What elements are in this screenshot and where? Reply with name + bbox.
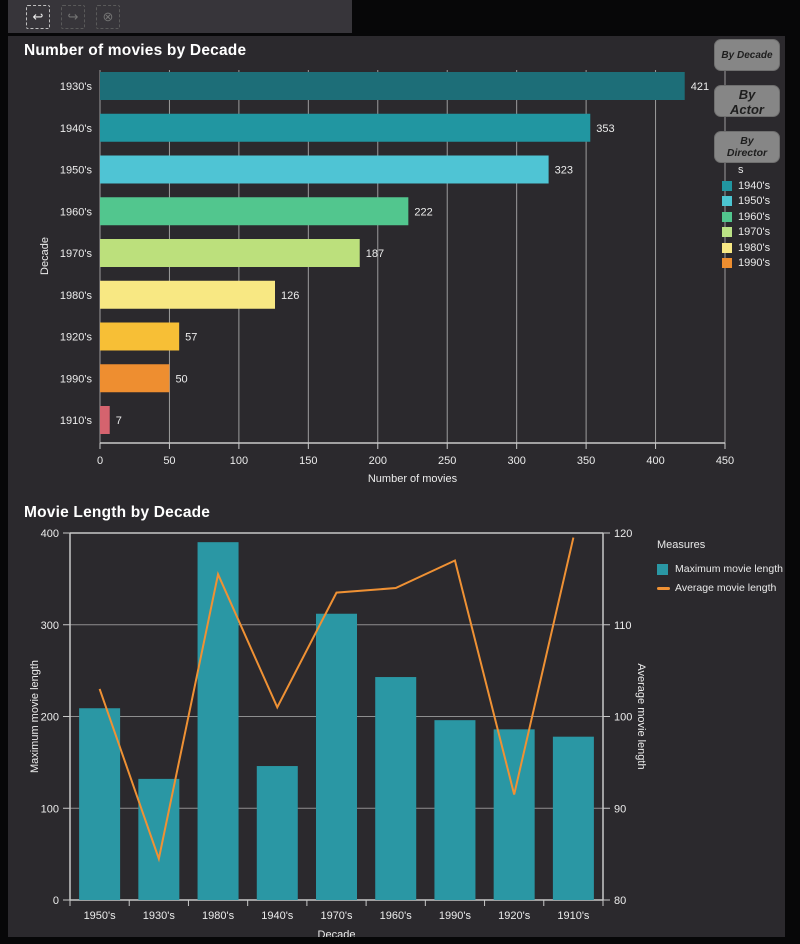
- undo-icon: ↩: [32, 8, 44, 24]
- x-tick-label: 350: [576, 455, 596, 467]
- value-label: 353: [596, 122, 615, 135]
- category-label: 1970's: [320, 910, 353, 922]
- by-decade-button[interactable]: By Decade: [714, 39, 780, 71]
- legend-item[interactable]: [722, 180, 784, 193]
- left-axis-title: Maximum movie length: [29, 659, 41, 774]
- chart2-title: Movie Length by Decade: [24, 504, 211, 521]
- x-tick-label: 450: [715, 455, 735, 467]
- bar-1980's[interactable]: [198, 542, 239, 900]
- x-tick-label: 150: [299, 455, 318, 467]
- right-tick-label: 120: [614, 528, 633, 540]
- legend-item[interactable]: [722, 226, 784, 239]
- category-label: 1980's: [202, 910, 235, 922]
- category-label: 1920's: [498, 910, 531, 922]
- bar-1940's[interactable]: [100, 114, 590, 142]
- value-label: 50: [175, 373, 188, 386]
- value-label: 323: [554, 164, 573, 177]
- category-label: 1970's: [59, 248, 92, 260]
- value-label: 7: [115, 415, 122, 427]
- movies-by-decade-chart: [8, 36, 785, 496]
- category-label: 1950's: [59, 164, 92, 177]
- clear-button[interactable]: [96, 5, 120, 29]
- right-tick-label: 110: [614, 619, 632, 632]
- x-axis-title: Decade: [317, 929, 356, 937]
- bar-1910's[interactable]: [553, 737, 594, 900]
- category-label: 1910's: [59, 415, 92, 427]
- left-tick-label: 300: [40, 619, 59, 632]
- category-label: 1980's: [59, 289, 92, 302]
- legend-swatch: [722, 212, 732, 222]
- redo-icon: ↪: [67, 8, 79, 24]
- bar-1920's[interactable]: [494, 729, 535, 900]
- chart1-title: Number of movies by Decade: [24, 42, 247, 59]
- category-label: 1990's: [438, 910, 471, 922]
- y-axis-title: Decade: [39, 237, 51, 275]
- value-label: 187: [365, 248, 385, 260]
- legend-swatch: [722, 243, 732, 253]
- x-tick-label: 250: [438, 455, 457, 467]
- by-director-button[interactable]: By Director: [714, 131, 780, 163]
- x-tick-label: 200: [368, 455, 387, 467]
- category-label: 1950's: [83, 910, 116, 922]
- left-tick-label: 100: [40, 803, 59, 816]
- redo-button[interactable]: [61, 5, 85, 29]
- category-label: 1990's: [59, 373, 92, 386]
- legend-label: 1960's: [738, 210, 771, 223]
- category-label: 1920's: [59, 331, 92, 344]
- legend-item[interactable]: [722, 242, 784, 255]
- legend-item[interactable]: [657, 563, 783, 575]
- x-tick-label: 50: [163, 455, 176, 467]
- legend-swatch: [722, 181, 732, 191]
- bar-1960's[interactable]: [375, 677, 416, 900]
- toolbar: [8, 0, 352, 33]
- bar-1950's[interactable]: [100, 156, 549, 184]
- bar-1930's[interactable]: [138, 779, 179, 900]
- bar-1970's[interactable]: [100, 239, 360, 267]
- left-tick-label: 200: [40, 711, 59, 724]
- value-label: 421: [690, 81, 710, 93]
- bar-1970's[interactable]: [316, 614, 357, 900]
- legend-label: 1990's: [738, 257, 771, 269]
- legend-label: Maximum movie length: [675, 563, 783, 575]
- legend-item[interactable]: [722, 211, 784, 224]
- legend-item[interactable]: [722, 195, 784, 208]
- legend-swatch: [722, 196, 732, 206]
- x-tick-label: 100: [229, 455, 249, 467]
- right-axis-title: Average movie length: [635, 663, 647, 770]
- legend-label: 1980's: [738, 241, 771, 254]
- legend-label: 1950's: [738, 195, 771, 207]
- left-tick-label: 400: [40, 528, 59, 540]
- legend-label: Average movie length: [675, 582, 777, 594]
- value-label: 126: [281, 289, 300, 302]
- legend-swatch: [722, 258, 732, 268]
- x-axis-title: Number of movies: [367, 473, 458, 485]
- bar-1910's[interactable]: [100, 406, 110, 434]
- decade-legend: [722, 164, 784, 273]
- bar-1990's[interactable]: [434, 720, 475, 900]
- legend-clipped-item: s: [738, 164, 744, 176]
- bar-1950's[interactable]: [79, 708, 120, 900]
- dashboard-panel: [8, 36, 785, 937]
- measures-legend: [657, 539, 783, 601]
- legend-swatch: [657, 564, 668, 575]
- legend-swatch: [722, 227, 732, 237]
- right-tick-label: 80: [614, 895, 627, 907]
- bar-1980's[interactable]: [100, 281, 275, 309]
- right-tick-label: 90: [614, 803, 627, 816]
- bar-1990's[interactable]: [100, 364, 169, 392]
- legend-label: 1970's: [738, 226, 771, 238]
- x-tick-label: 0: [96, 455, 104, 467]
- legend-item[interactable]: [722, 257, 784, 270]
- right-tick-label: 100: [614, 711, 633, 724]
- legend-label: 1940's: [738, 179, 771, 192]
- category-label: 1960's: [59, 206, 92, 219]
- bar-1920's[interactable]: [100, 323, 179, 351]
- value-label: 222: [414, 206, 433, 219]
- legend-line-mark: [657, 587, 670, 590]
- category-label: 1940's: [261, 910, 294, 922]
- category-label: 1910's: [557, 910, 590, 922]
- legend-title: Measures: [657, 539, 706, 551]
- bar-1940's[interactable]: [257, 766, 298, 900]
- category-label: 1930's: [142, 910, 175, 922]
- value-label: 57: [185, 331, 198, 344]
- left-tick-label: 0: [52, 895, 59, 907]
- x-tick-label: 300: [507, 455, 526, 467]
- bar-1930's[interactable]: [100, 72, 685, 100]
- undo-button[interactable]: [26, 5, 50, 29]
- legend-item[interactable]: [657, 582, 783, 594]
- category-label: 1960's: [379, 910, 412, 922]
- category-label: 1930's: [59, 81, 92, 93]
- clear-icon: ⊗: [102, 8, 114, 24]
- by-actor-button[interactable]: By Actor: [714, 85, 780, 117]
- x-tick-label: 400: [646, 455, 665, 467]
- category-label: 1940's: [59, 122, 92, 135]
- bar-1960's[interactable]: [100, 197, 408, 225]
